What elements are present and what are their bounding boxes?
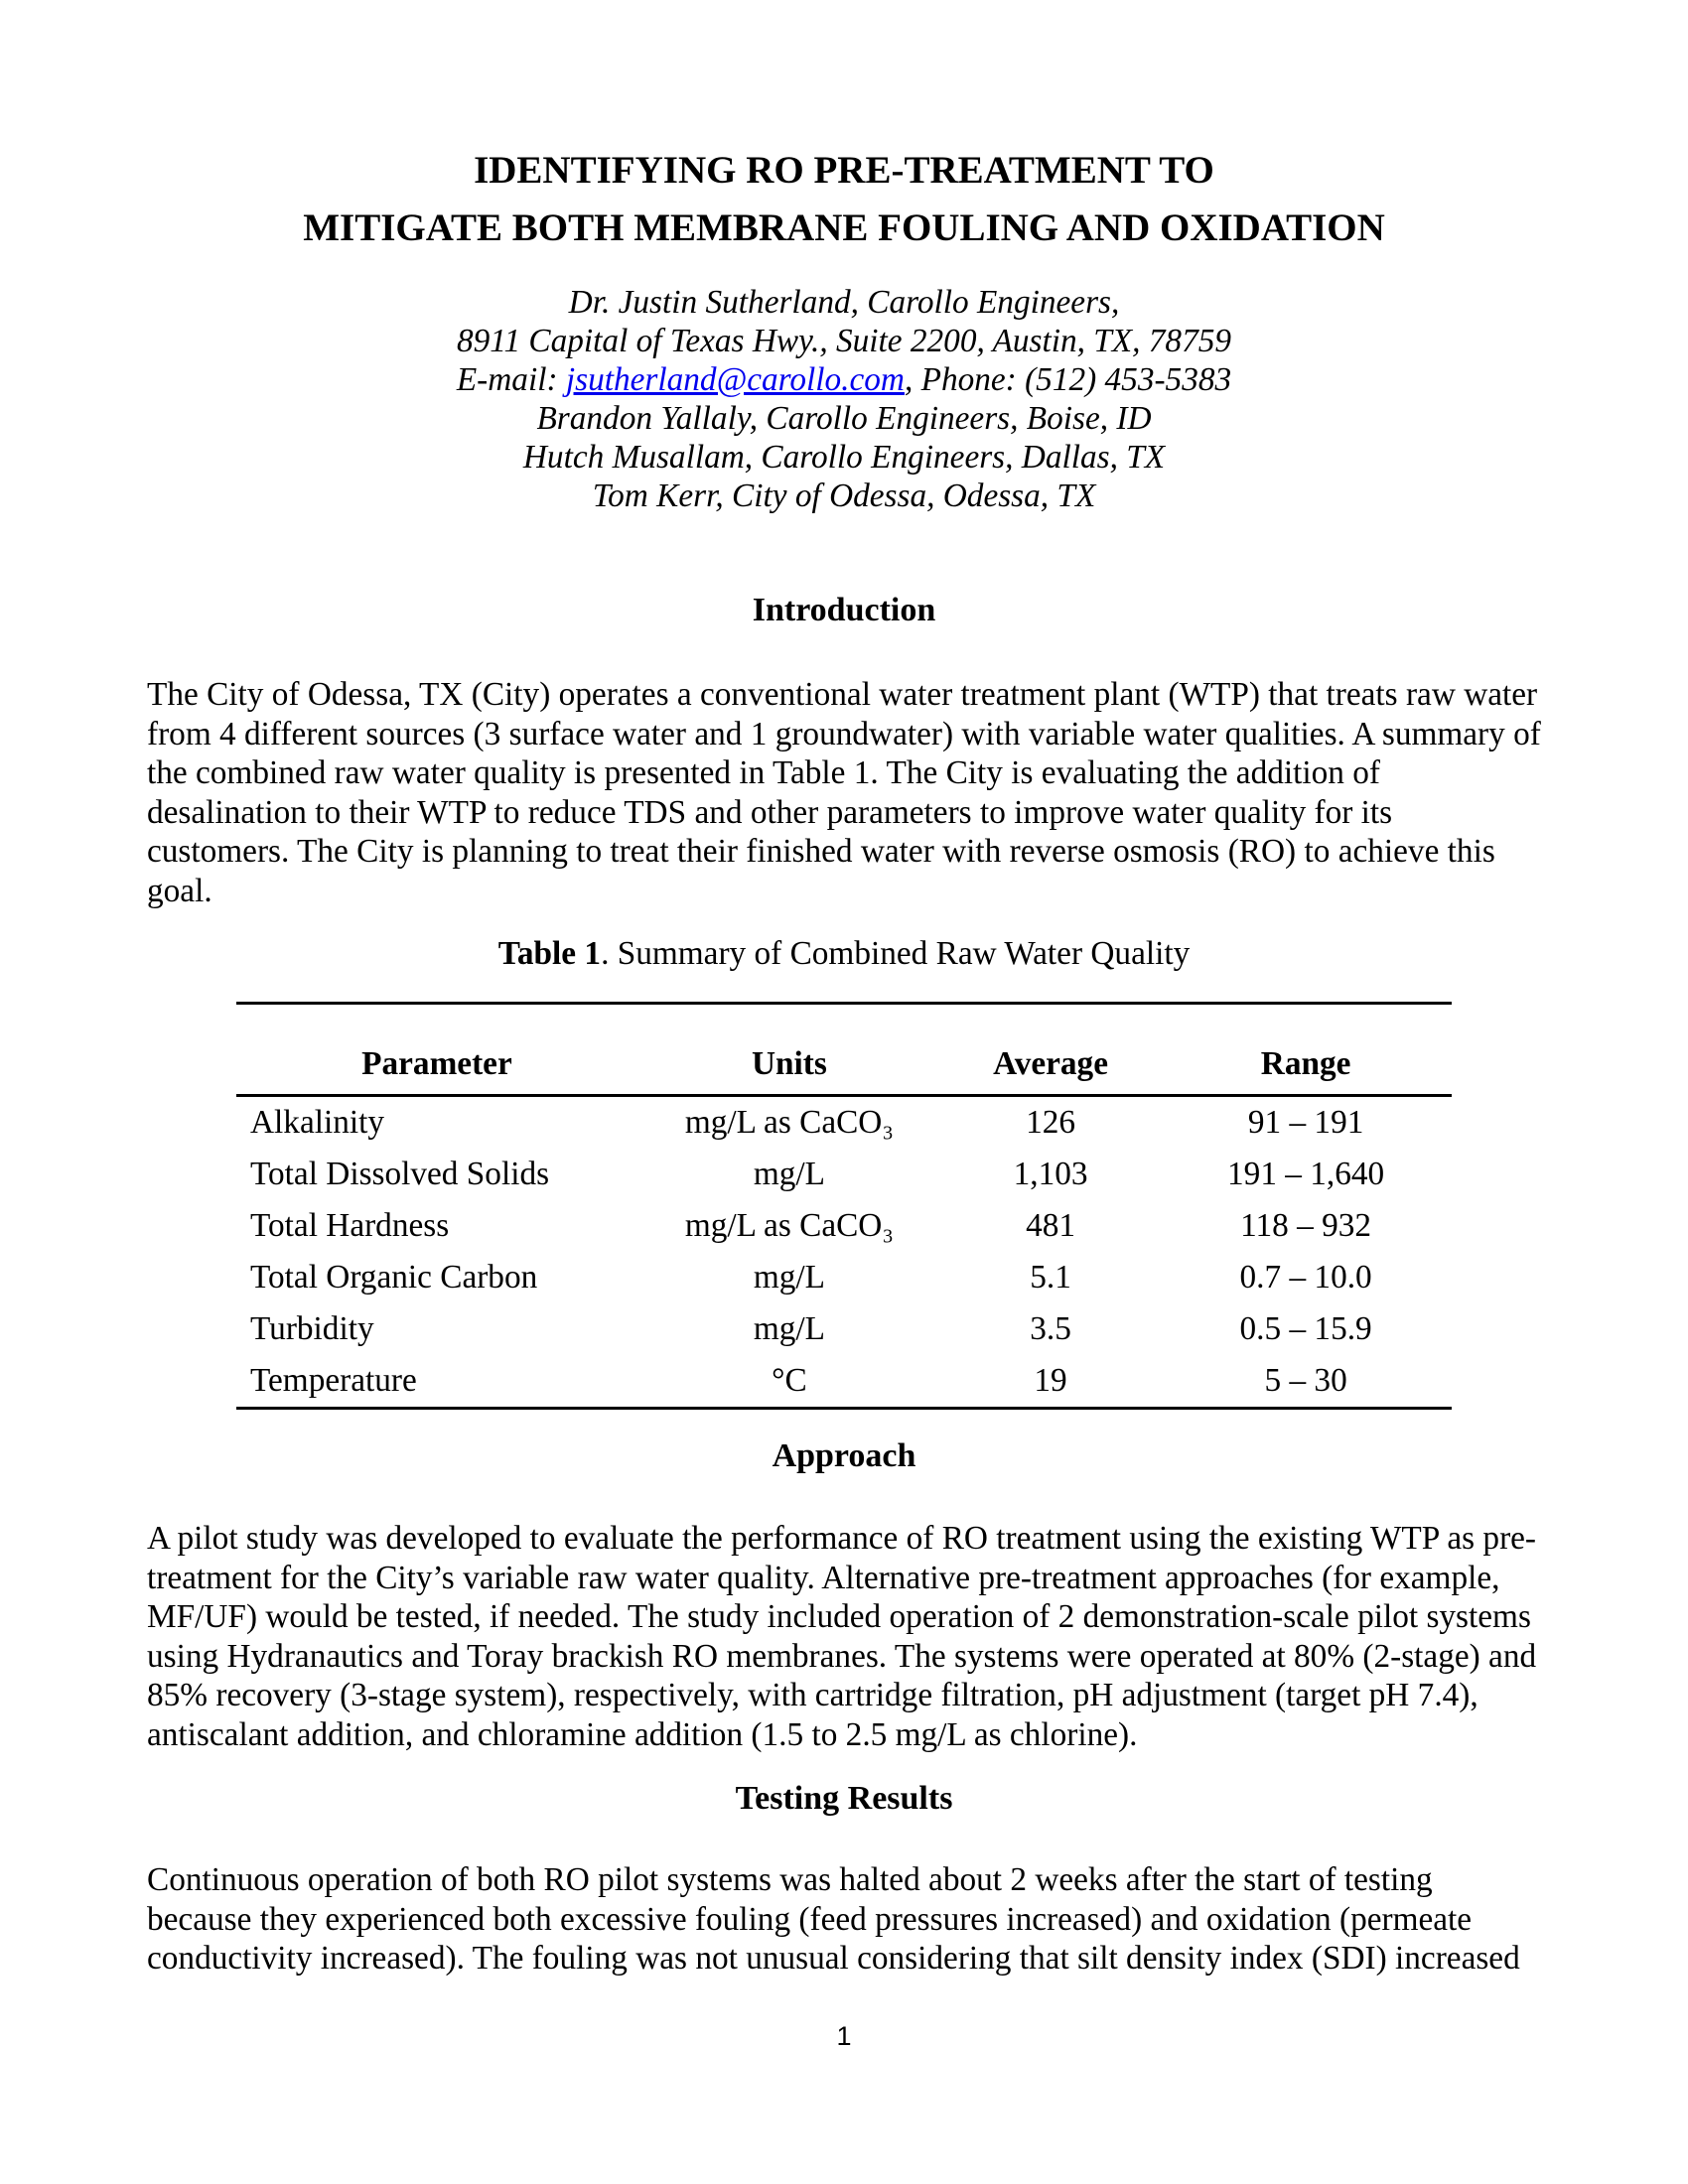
- cell-parameter: Alkalinity: [250, 1104, 385, 1141]
- cell-parameter: Total Dissolved Solids: [250, 1156, 550, 1192]
- cell-units: mg/L: [753, 1156, 825, 1192]
- cell-average: 19: [1034, 1362, 1067, 1399]
- cell-units: mg/L as CaCO₃: [684, 1104, 894, 1141]
- author-line-4: Brandon Yallaly, Carollo Engineers, Boise, ID: [536, 400, 1152, 437]
- cell-range: 0.5 – 15.9: [1239, 1310, 1372, 1347]
- column-header-range: Range: [1160, 1004, 1452, 1096]
- table-row-tds: [236, 1149, 1452, 1200]
- section-heading-introduction: Introduction: [752, 592, 936, 628]
- cell-parameter: Total Hardness: [250, 1207, 450, 1244]
- cell-range: 118 – 932: [1240, 1207, 1372, 1244]
- author-line-1: Dr. Justin Sutherland, Carollo Engineers,: [568, 284, 1120, 321]
- paper-title: [147, 142, 1541, 257]
- table-row-toc: [236, 1252, 1452, 1303]
- cell-average: 5.1: [1030, 1259, 1071, 1296]
- table-row-alkalinity: [236, 1096, 1452, 1150]
- cell-range: 5 – 30: [1264, 1362, 1347, 1399]
- paper-title-line-1: IDENTIFYING RO PRE-TREATMENT TO: [474, 149, 1214, 192]
- paper-title-line-2: MITIGATE BOTH MEMBRANE FOULING AND OXIDATION: [303, 206, 1385, 249]
- cell-range: 191 – 1,640: [1227, 1156, 1385, 1192]
- cell-units: mg/L: [753, 1259, 825, 1296]
- cell-units: mg/L: [753, 1310, 825, 1347]
- cell-average: 1,103: [1013, 1156, 1088, 1192]
- section-heading-approach: Approach: [772, 1437, 916, 1474]
- page-number: 1: [836, 2021, 852, 2051]
- table1-caption: [147, 934, 1541, 974]
- author-line-3: [147, 360, 1541, 399]
- author-line-2: 8911 Capital of Texas Hwy., Suite 2200, Austin, TX, 78759: [456, 323, 1232, 359]
- cell-average: 3.5: [1030, 1310, 1071, 1347]
- section-heading-testing-results: Testing Results: [735, 1780, 953, 1817]
- table1: [236, 1002, 1452, 1410]
- email-link[interactable]: jsutherland@carollo.com: [565, 361, 905, 398]
- cell-parameter: Temperature: [250, 1362, 417, 1399]
- table-row-temperature: [236, 1355, 1452, 1409]
- table1-container: [147, 1002, 1541, 1410]
- cell-range: 0.7 – 10.0: [1239, 1259, 1372, 1296]
- table-row-total-hardness: [236, 1200, 1452, 1252]
- email-label: E-mail:: [456, 361, 566, 398]
- column-header-parameter: Parameter: [236, 1004, 637, 1096]
- cell-average: 126: [1026, 1104, 1076, 1141]
- cell-units: mg/L as CaCO₃: [684, 1207, 894, 1244]
- cell-parameter: Total Organic Carbon: [250, 1259, 538, 1296]
- paragraph-introduction: The City of Odessa, TX (City) operates a conventional water treatment plant (WTP) that treats raw water from 4 different sources (3 surface water and 1 groundwater) with variable water qualities. A summary of the combined raw water quality is presented in Table 1. The City is evaluating the addition of desalination to their WTP to reduce TDS and other parameters to improve water quality for its customers. The City is planning to treat their finished water with reverse osmosis (RO) to achieve this goal.: [147, 676, 1541, 909]
- paragraph-testing-results: Continuous operation of both RO pilot systems was halted about 2 weeks after the start of testing because they experienced both excessive fouling (feed pressures increased) and oxidation (permeate conductivity increased). The fouling was not unusual considering that silt density index (SDI) increased: [147, 1861, 1520, 1977]
- cell-average: 481: [1026, 1207, 1076, 1244]
- author-block: [147, 283, 1541, 515]
- author-line-5: Hutch Musallam, Carollo Engineers, Dallas, TX: [522, 439, 1166, 476]
- phone-text: , Phone: (512) 453-5383: [904, 361, 1232, 398]
- cell-units: °C: [772, 1362, 807, 1399]
- table1-caption-text: . Summary of Combined Raw Water Quality: [601, 935, 1191, 972]
- table1-header-row: [236, 1004, 1452, 1096]
- paragraph-approach: A pilot study was developed to evaluate the performance of RO treatment using the existing WTP as pre-treatment for the City’s variable raw water quality. Alternative pre-treatment approaches (for example, MF/UF) would be tested, if needed. The study included operation of 2 demonstration-scale pilot systems using Hydranautics and Toray brackish RO membranes. The systems were operated at 80% (2-stage) and 85% recovery (3-stage system), respectively, with cartridge filtration, pH adjustment (target pH 7.4), antiscalant addition, and chloramine addition (1.5 to 2.5 mg/L as chlorine).: [147, 1520, 1537, 1753]
- column-header-units: Units: [637, 1004, 941, 1096]
- cell-parameter: Turbidity: [250, 1310, 374, 1347]
- author-line-6: Tom Kerr, City of Odessa, Odessa, TX: [592, 478, 1096, 514]
- column-header-average: Average: [941, 1004, 1160, 1096]
- table1-caption-label: Table 1: [497, 935, 602, 972]
- cell-range: 91 – 191: [1247, 1104, 1364, 1141]
- table-row-turbidity: [236, 1303, 1452, 1355]
